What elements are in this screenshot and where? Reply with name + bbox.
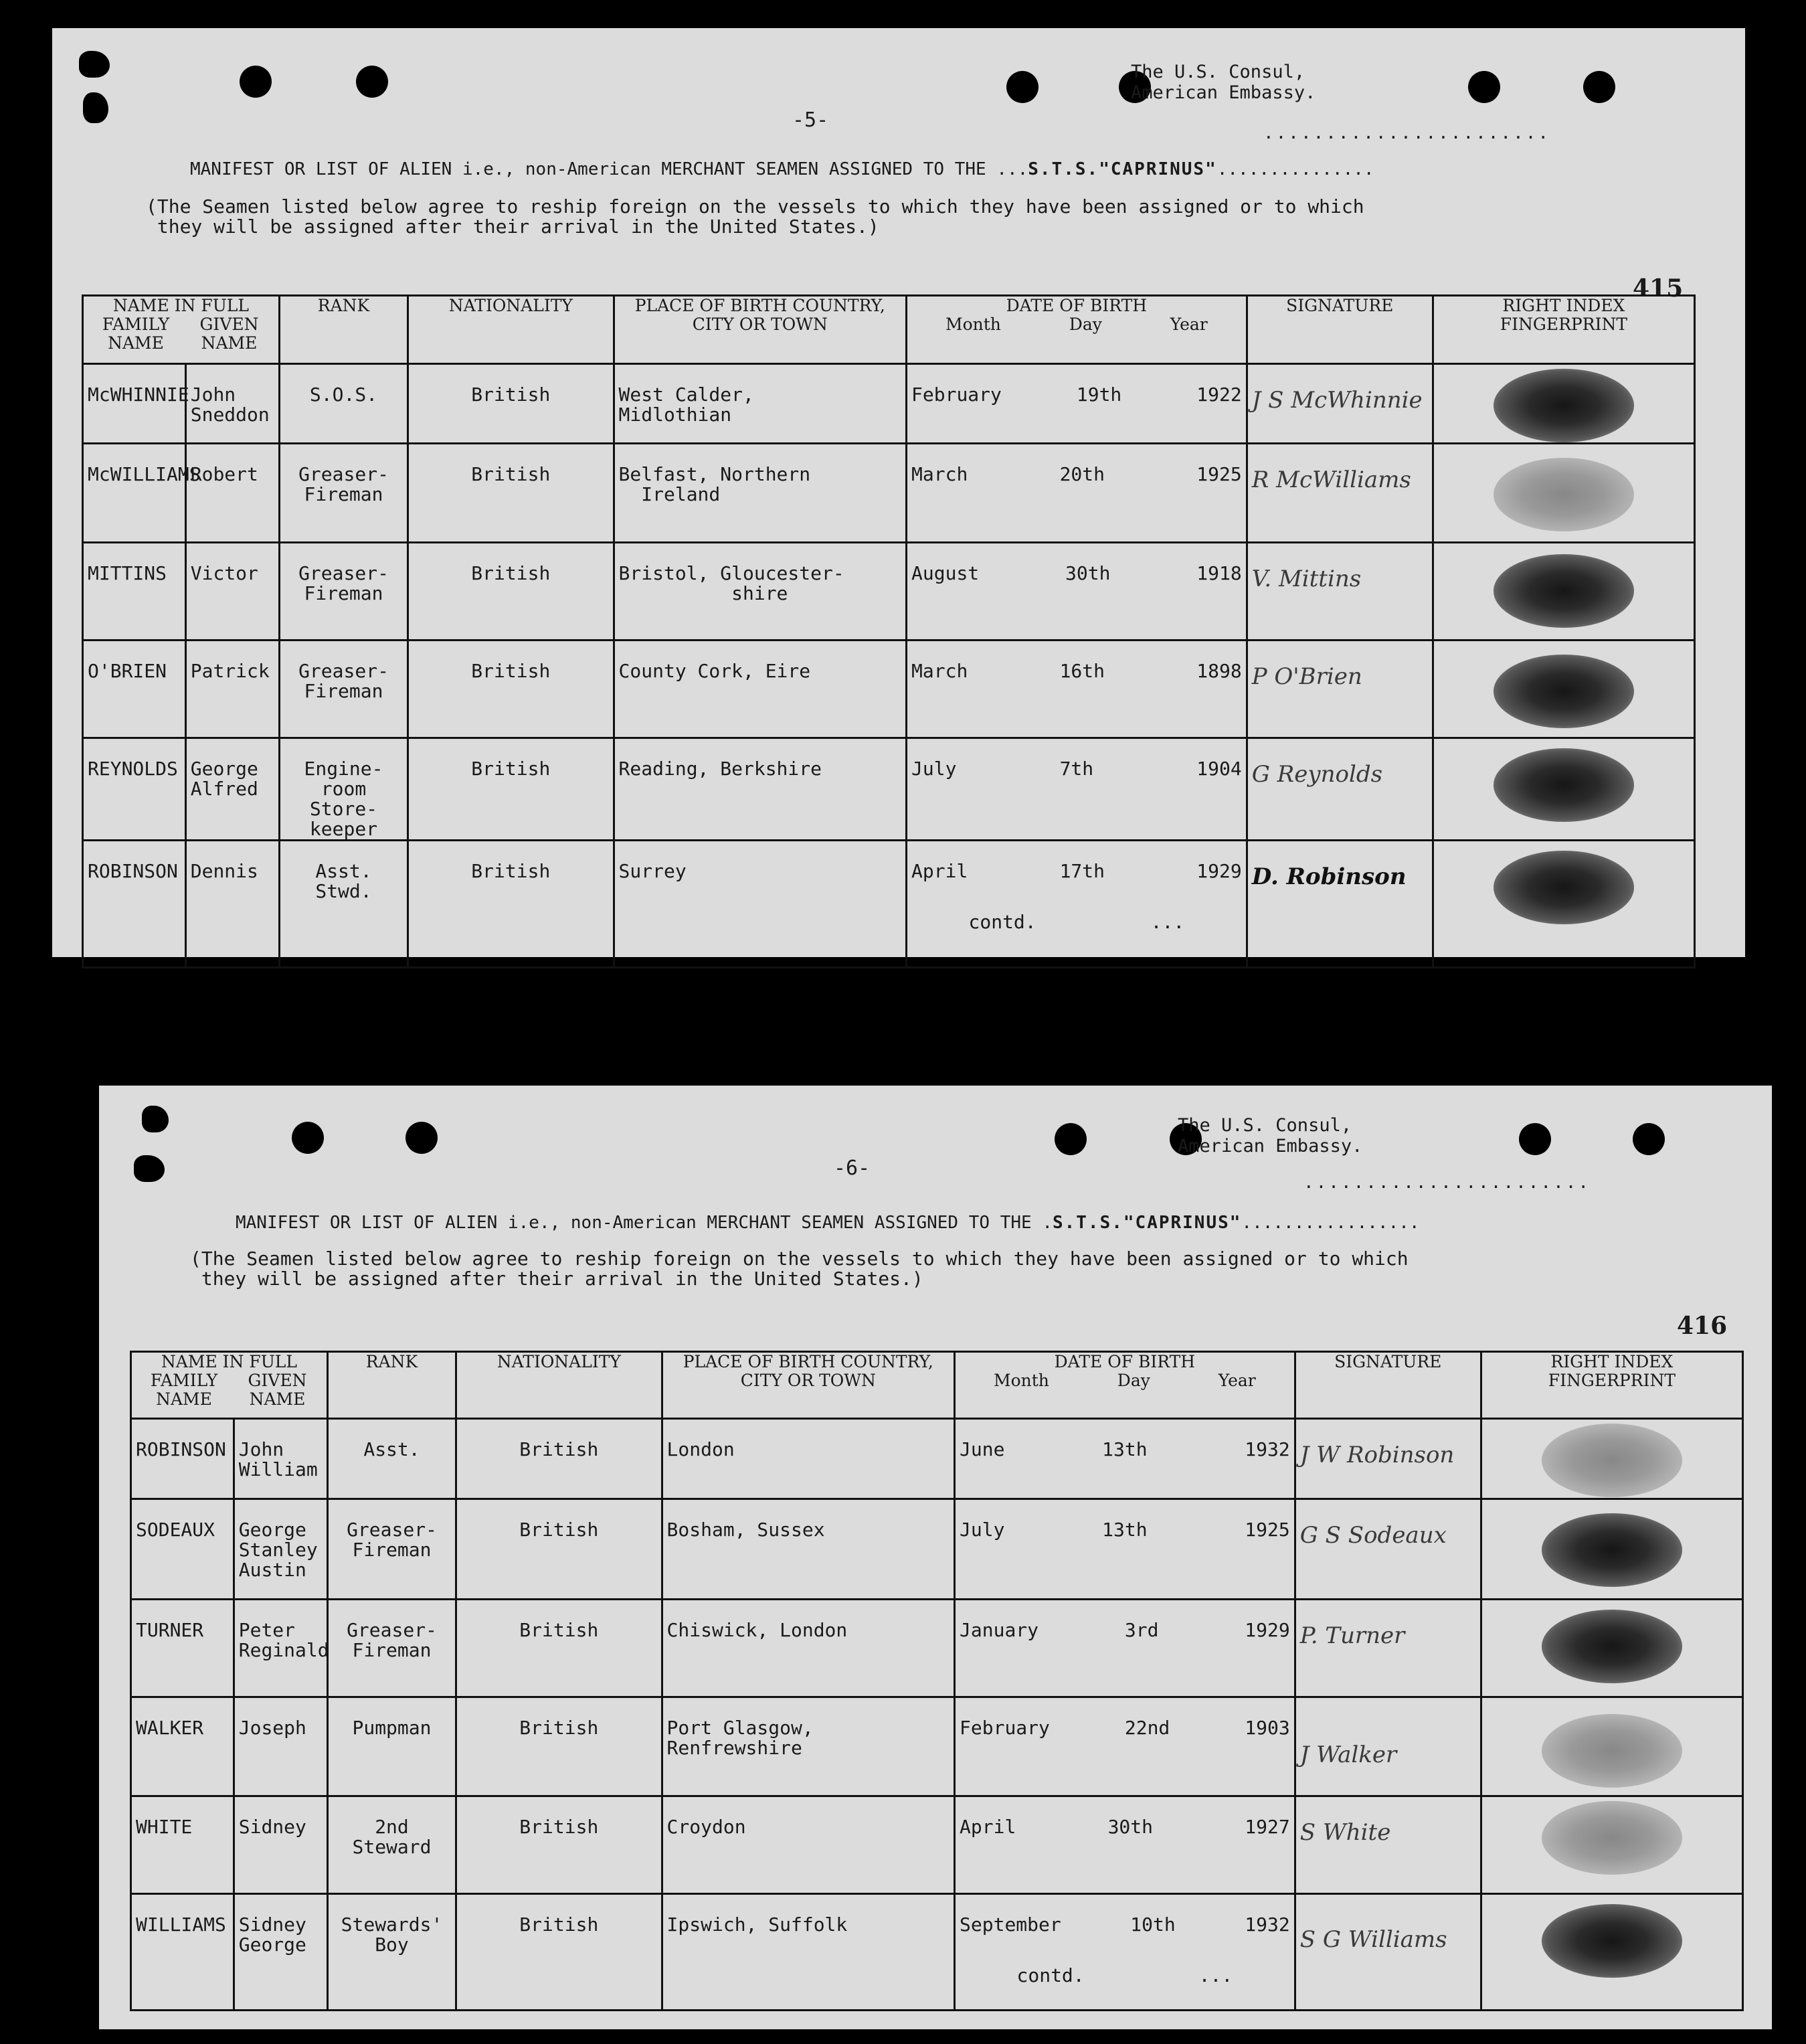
- rank: Greaser- Fireman: [279, 641, 408, 738]
- birth-month: July: [911, 758, 957, 780]
- punch-hole: [1468, 71, 1500, 103]
- signature-cell: [1247, 543, 1433, 641]
- fingerprint-cell: [1481, 1894, 1742, 2011]
- table-row: [131, 1600, 1743, 1697]
- signature: D. Robinson: [1251, 863, 1407, 890]
- birth-year: 1927: [1245, 1816, 1290, 1838]
- family-name: WHITE: [131, 1796, 234, 1894]
- signature: J W Robinson: [1299, 1442, 1455, 1468]
- signature-cell: [1295, 1796, 1481, 1894]
- birth-day: 13th: [1102, 1438, 1148, 1460]
- given-name: John William: [234, 1419, 327, 1499]
- date-of-birth: [955, 1499, 1295, 1600]
- signature: S G Williams: [1299, 1926, 1447, 1953]
- birth-month: March: [911, 660, 968, 682]
- fingerprint-image: [1542, 1801, 1682, 1875]
- punch-hole: [1006, 71, 1039, 103]
- birth-month: August: [911, 562, 980, 584]
- birth-day: 3rd: [1124, 1619, 1159, 1641]
- birth-day: 19th: [1076, 384, 1122, 406]
- fingerprint-cell: [1481, 1499, 1742, 1600]
- nationality: British: [408, 543, 614, 641]
- name-header: NAME IN FULL FAMILY NAME GIVEN NAME: [131, 1352, 328, 1419]
- signature: S White: [1299, 1819, 1391, 1846]
- given-name: Patrick: [185, 641, 279, 738]
- given-name: George Stanley Austin: [234, 1499, 327, 1600]
- birth-day: 22nd: [1124, 1717, 1170, 1739]
- birth-month: March: [911, 463, 968, 485]
- family-name: McWHINNIE: [83, 364, 186, 444]
- date-of-birth-header: DATE OF BIRTH Month Day Year: [955, 1352, 1295, 1419]
- given-name: Sidney George: [234, 1894, 327, 2011]
- birth-day: 30th: [1065, 562, 1111, 584]
- place-of-birth: Port Glasgow, Renfrewshire: [662, 1697, 954, 1796]
- rank: 2nd Steward: [327, 1796, 456, 1894]
- family-name: SODEAUX: [131, 1499, 234, 1600]
- place-of-birth: Croydon: [662, 1796, 954, 1894]
- birth-year: 1929: [1245, 1619, 1290, 1641]
- punch-hole: [292, 1122, 324, 1154]
- birth-year: 1929: [1196, 860, 1242, 882]
- fingerprint-image: [1542, 1714, 1682, 1788]
- signature-cell: [1247, 841, 1433, 968]
- nationality: British: [456, 1894, 662, 2011]
- given-name: Dennis: [185, 841, 279, 968]
- date-of-birth: [907, 543, 1247, 641]
- nationality: British: [456, 1697, 662, 1796]
- signature: G S Sodeaux: [1299, 1522, 1447, 1549]
- fingerprint-image: [1494, 655, 1634, 728]
- table-row: [131, 1697, 1743, 1796]
- given-name: Victor: [185, 543, 279, 641]
- signature: P O'Brien: [1251, 663, 1362, 690]
- ink-blot: [134, 1155, 165, 1182]
- family-name: McWILLIAMS: [83, 444, 186, 543]
- signature-header: SIGNATURE: [1247, 296, 1433, 364]
- birth-month: February: [911, 384, 1002, 406]
- place-of-birth: West Calder, Midlothian: [614, 364, 906, 444]
- birth-month: June: [960, 1438, 1005, 1460]
- given-name: Joseph: [234, 1697, 327, 1796]
- signature-cell: [1247, 364, 1433, 444]
- birth-year: 1898: [1196, 660, 1242, 682]
- nationality-header: NATIONALITY: [408, 296, 614, 364]
- consul-address: The U.S. Consul, American Embassy.: [1131, 62, 1316, 103]
- signature: V. Mittins: [1251, 566, 1362, 592]
- birth-year: 1932: [1245, 1913, 1290, 1936]
- birth-month: July: [960, 1519, 1005, 1541]
- rank-header: RANK: [279, 296, 408, 364]
- birth-month: February: [960, 1717, 1050, 1739]
- signature-cell: [1247, 641, 1433, 738]
- place-of-birth: London: [662, 1419, 954, 1499]
- fingerprint-image: [1494, 554, 1634, 628]
- ink-blot: [83, 92, 108, 123]
- date-of-birth: [907, 738, 1247, 841]
- punch-hole: [1519, 1123, 1551, 1155]
- date-of-birth: [907, 364, 1247, 444]
- table-row: [83, 841, 1695, 968]
- family-name: TURNER: [131, 1600, 234, 1697]
- date-of-birth: [955, 1697, 1295, 1796]
- manifest-title: MANIFEST OR LIST OF ALIEN i.e., non-American MERCHANT SEAMEN ASSIGNED TO THE .S.T.S."CAPRINUS".................: [236, 1213, 1420, 1233]
- date-of-birth: [907, 641, 1247, 738]
- table-row: [83, 738, 1695, 841]
- fingerprint-image: [1542, 1610, 1682, 1683]
- fingerprint-cell: [1481, 1697, 1742, 1796]
- rank: Pumpman: [327, 1697, 456, 1796]
- fingerprint-cell: [1481, 1600, 1742, 1697]
- fingerprint-cell: [1433, 641, 1694, 738]
- nationality: British: [408, 444, 614, 543]
- table-row: [83, 641, 1695, 738]
- fingerprint-header: RIGHT INDEX FINGERPRINT: [1481, 1352, 1742, 1419]
- place-of-birth-header: PLACE OF BIRTH COUNTRY, CITY OR TOWN: [662, 1352, 954, 1419]
- address-dotted-line: .......................: [1263, 123, 1551, 143]
- table-row: [83, 543, 1695, 641]
- date-of-birth: [955, 1600, 1295, 1697]
- date-of-birth-header: DATE OF BIRTH Month Day Year: [907, 296, 1247, 364]
- ink-blot: [79, 51, 110, 78]
- table-row: [131, 1499, 1743, 1600]
- signature-cell: [1295, 1894, 1481, 2011]
- address-dotted-line: .......................: [1303, 1173, 1591, 1193]
- rank-header: RANK: [327, 1352, 456, 1419]
- family-name: ROBINSON: [83, 841, 186, 968]
- fingerprint-image: [1542, 1513, 1682, 1587]
- table-row: [131, 1796, 1743, 1894]
- birth-month: September: [960, 1913, 1061, 1936]
- nationality: British: [456, 1796, 662, 1894]
- date-of-birth: [955, 1796, 1295, 1894]
- birth-year: 1925: [1245, 1519, 1290, 1541]
- signature: J Walker: [1299, 1741, 1397, 1768]
- birth-month: April: [960, 1816, 1016, 1838]
- signature-cell: [1295, 1419, 1481, 1499]
- punch-hole: [240, 66, 272, 98]
- continued-label: contd.: [968, 911, 1036, 933]
- page-number: -6-: [834, 1157, 871, 1180]
- given-name: Peter Reginald: [234, 1600, 327, 1697]
- place-of-birth: Belfast, Northern Ireland: [614, 444, 906, 543]
- rank: Greaser- Fireman: [327, 1499, 456, 1600]
- signature: G Reynolds: [1251, 761, 1383, 788]
- place-of-birth-header: PLACE OF BIRTH COUNTRY, CITY OR TOWN: [614, 296, 906, 364]
- place-of-birth: Surrey: [614, 841, 906, 968]
- nationality: British: [456, 1499, 662, 1600]
- given-name: John Sneddon: [185, 364, 279, 444]
- continued-label: contd.: [1016, 1964, 1085, 1986]
- fingerprint-cell: [1433, 841, 1694, 968]
- birth-year: 1922: [1196, 384, 1242, 406]
- family-name: WILLIAMS: [131, 1894, 234, 2011]
- manifest-page-5: [52, 28, 1745, 957]
- signature: J S McWhinnie: [1251, 387, 1423, 414]
- family-name: MITTINS: [83, 543, 186, 641]
- birth-year: 1903: [1245, 1717, 1290, 1739]
- punch-hole: [1055, 1123, 1087, 1155]
- given-name: Robert: [185, 444, 279, 543]
- birth-day: 7th: [1059, 758, 1094, 780]
- signature-cell: [1295, 1499, 1481, 1600]
- place-of-birth: Bristol, Gloucester- shire: [614, 543, 906, 641]
- nationality: British: [408, 641, 614, 738]
- date-of-birth: [955, 1894, 1295, 2011]
- nationality: British: [456, 1600, 662, 1697]
- reship-note: (The Seamen listed below agree to reship foreign on the vessels to which they have been assigned or to which they will be assigned after their arrival in the United States.): [146, 195, 1364, 238]
- continued-dots: ...: [1198, 1964, 1233, 1986]
- given-name: Sidney: [234, 1796, 327, 1894]
- manifest-page-6: [99, 1086, 1772, 2029]
- fingerprint-cell: [1433, 543, 1694, 641]
- date-of-birth: [907, 841, 1247, 968]
- fingerprint-image: [1494, 851, 1634, 924]
- rank: Asst. Stwd.: [279, 841, 408, 968]
- nationality: British: [456, 1419, 662, 1499]
- seamen-table: [82, 294, 1696, 968]
- name-header: NAME IN FULL FAMILY NAME GIVEN NAME: [83, 296, 280, 364]
- birth-day: 17th: [1059, 860, 1105, 882]
- family-name: REYNOLDS: [83, 738, 186, 841]
- birth-year: 1932: [1245, 1438, 1290, 1460]
- fingerprint-image: [1494, 748, 1634, 822]
- seamen-table: [130, 1351, 1744, 2011]
- punch-hole: [1633, 1123, 1665, 1155]
- fingerprint-image: [1494, 458, 1634, 531]
- nationality: British: [408, 841, 614, 968]
- table-row: [83, 444, 1695, 543]
- date-of-birth: [955, 1419, 1295, 1499]
- signature: P. Turner: [1299, 1622, 1405, 1649]
- birth-day: 20th: [1059, 463, 1105, 485]
- fingerprint-cell: [1433, 444, 1694, 543]
- birth-month: April: [911, 860, 968, 882]
- signature: R McWilliams: [1251, 466, 1411, 493]
- birth-month: January: [960, 1619, 1039, 1641]
- birth-year: 1904: [1196, 758, 1242, 780]
- ink-blot: [142, 1106, 169, 1132]
- fingerprint-header: RIGHT INDEX FINGERPRINT: [1433, 296, 1694, 364]
- page-number: -5-: [792, 108, 829, 132]
- signature-cell: [1247, 444, 1433, 543]
- continued-dots: ...: [1150, 911, 1185, 933]
- place-of-birth: Chiswick, London: [662, 1600, 954, 1697]
- manifest-title: MANIFEST OR LIST OF ALIEN i.e., non-American MERCHANT SEAMEN ASSIGNED TO THE ...S.T.S."CAPRINUS"...............: [190, 159, 1374, 179]
- rank: Greaser- Fireman: [279, 444, 408, 543]
- folio-number: 415: [1633, 274, 1684, 303]
- family-name: WALKER: [131, 1697, 234, 1796]
- fingerprint-image: [1494, 369, 1634, 442]
- table-row: [83, 364, 1695, 444]
- given-name: George Alfred: [185, 738, 279, 841]
- fingerprint-cell: [1433, 364, 1694, 444]
- place-of-birth: Reading, Berkshire: [614, 738, 906, 841]
- fingerprint-image: [1542, 1904, 1682, 1978]
- ship-name: S.T.S."CAPRINUS": [1028, 159, 1217, 179]
- place-of-birth: County Cork, Eire: [614, 641, 906, 738]
- birth-day: 13th: [1102, 1519, 1148, 1541]
- rank: Greaser- Fireman: [327, 1600, 456, 1697]
- place-of-birth: Bosham, Sussex: [662, 1499, 954, 1600]
- manifest-title-text: MANIFEST OR LIST OF ALIEN i.e., non-American MERCHANT SEAMEN ASSIGNED TO THE: [190, 159, 986, 179]
- signature-header: SIGNATURE: [1295, 1352, 1481, 1419]
- punch-hole: [1583, 71, 1615, 103]
- table-row: [131, 1894, 1743, 2011]
- place-of-birth: Ipswich, Suffolk: [662, 1894, 954, 2011]
- rank: Greaser- Fireman: [279, 543, 408, 641]
- folio-number: 416: [1677, 1312, 1728, 1340]
- nationality-header: NATIONALITY: [456, 1352, 662, 1419]
- rank: Asst.: [327, 1419, 456, 1499]
- family-name: O'BRIEN: [83, 641, 186, 738]
- ship-name: S.T.S."CAPRINUS": [1052, 1213, 1242, 1233]
- consul-address: The U.S. Consul, American Embassy.: [1178, 1115, 1363, 1157]
- fingerprint-cell: [1481, 1796, 1742, 1894]
- signature-cell: [1295, 1697, 1481, 1796]
- signature-cell: [1295, 1600, 1481, 1697]
- rank: Stewards' Boy: [327, 1894, 456, 2011]
- rank: S.O.S.: [279, 364, 408, 444]
- manifest-title-text: MANIFEST OR LIST OF ALIEN i.e., non-American MERCHANT SEAMEN ASSIGNED TO THE: [236, 1213, 1032, 1233]
- birth-day: 30th: [1107, 1816, 1154, 1838]
- birth-year: 1918: [1196, 562, 1242, 584]
- table-row: [131, 1419, 1743, 1499]
- signature-cell: [1247, 738, 1433, 841]
- fingerprint-image: [1542, 1424, 1682, 1497]
- punch-hole: [356, 66, 388, 98]
- rank: Engine- room Store- keeper: [279, 738, 408, 841]
- fingerprint-cell: [1433, 738, 1694, 841]
- punch-hole: [405, 1122, 438, 1154]
- birth-day: 16th: [1059, 660, 1105, 682]
- nationality: British: [408, 364, 614, 444]
- birth-day: 10th: [1130, 1913, 1176, 1936]
- birth-year: 1925: [1196, 463, 1242, 485]
- nationality: British: [408, 738, 614, 841]
- family-name: ROBINSON: [131, 1419, 234, 1499]
- fingerprint-cell: [1481, 1419, 1742, 1499]
- reship-note: (The Seamen listed below agree to reship foreign on the vessels to which they have been assigned or to which they will be assigned after their arrival in the United States.): [190, 1248, 1409, 1290]
- date-of-birth: [907, 444, 1247, 543]
